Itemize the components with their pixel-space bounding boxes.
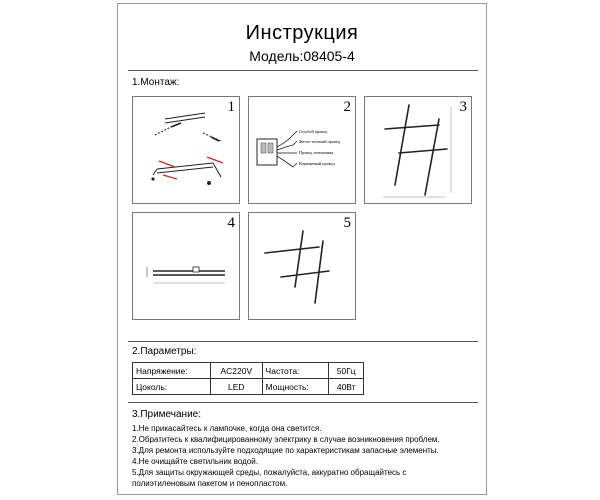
wire-label-yellow-green: Желто-зеленый провод bbox=[299, 139, 341, 144]
panel-number: 4 bbox=[227, 215, 235, 231]
param-value: LED bbox=[211, 379, 262, 395]
panel-number: 2 bbox=[343, 99, 351, 115]
front-view-diagram bbox=[365, 97, 471, 203]
panel-number: 5 bbox=[343, 215, 351, 231]
section-parameters-heading: 2.Параметры: bbox=[132, 346, 197, 357]
page-title: Инструкция bbox=[245, 22, 359, 44]
divider bbox=[128, 70, 478, 71]
param-label: Напряжение: bbox=[133, 363, 211, 379]
param-label: Цоколь: bbox=[133, 379, 211, 395]
note-item: 1.Не прикасайтесь к лампочке, когда она светится. bbox=[132, 424, 322, 433]
side-view-diagram bbox=[133, 213, 239, 319]
param-label: Мощность: bbox=[262, 379, 329, 395]
wire-label-blue: Голубой провод bbox=[299, 129, 328, 134]
instruction-sheet bbox=[117, 3, 487, 495]
wire-label-ground: Провод заземления bbox=[299, 150, 334, 155]
divider bbox=[128, 402, 478, 403]
section-notes-heading: 3.Примечание: bbox=[132, 409, 201, 420]
panel-number: 3 bbox=[459, 99, 467, 115]
param-value: 50Гц bbox=[329, 363, 364, 379]
divider bbox=[128, 341, 478, 342]
param-value: AC220V bbox=[211, 363, 262, 379]
note-item: 3.Для ремонта используйте подходящие по характеристикам запасные элементы. bbox=[132, 446, 439, 455]
note-item: 5.Для защиты окружающей среды, пожалуйста, аккуратно обращайтесь с bbox=[132, 468, 407, 477]
param-label: Частота: bbox=[262, 363, 329, 379]
mounting-bracket-diagram bbox=[133, 97, 239, 203]
diagram-panel-3 bbox=[364, 96, 472, 204]
param-value: 40Вт bbox=[329, 379, 364, 395]
note-item: 4.Не очищайте светильник водой. bbox=[132, 457, 258, 466]
perspective-view-diagram bbox=[249, 213, 355, 319]
diagram-panel-1 bbox=[132, 96, 240, 204]
panel-number: 1 bbox=[227, 99, 235, 115]
section-mounting-heading: 1.Монтаж: bbox=[132, 77, 180, 88]
diagram-panel-2 bbox=[248, 96, 356, 204]
diagram-panel-4 bbox=[132, 212, 240, 320]
note-item: 2.Обратитесь к квалифицированному электрику в случае возникновения проблем. bbox=[132, 435, 440, 444]
table-row bbox=[133, 363, 364, 379]
parameters-table bbox=[132, 362, 364, 395]
wire-label-brown: Коричневый провод bbox=[299, 161, 335, 166]
note-item: полиэтиленовым пакетом и пенопластом. bbox=[132, 479, 288, 488]
model-number: Модель:08405-4 bbox=[249, 48, 355, 64]
table-row bbox=[133, 379, 364, 395]
diagram-panel-5 bbox=[248, 212, 356, 320]
